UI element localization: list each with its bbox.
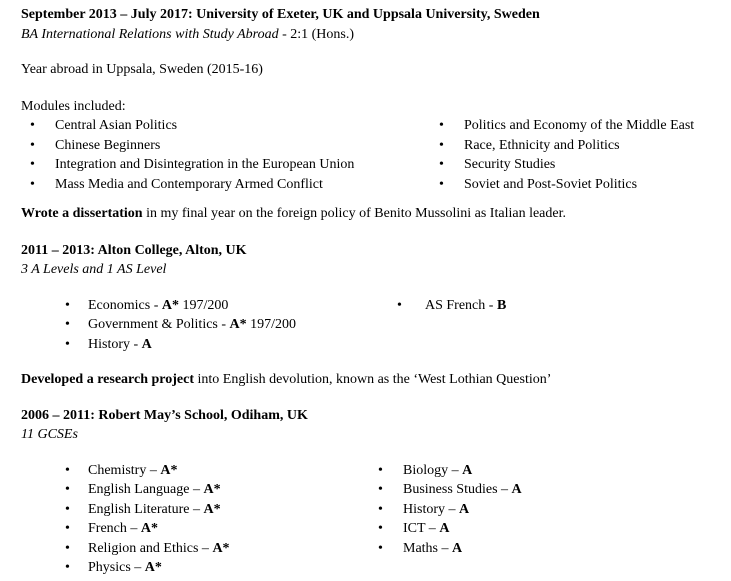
degree-result: - 2:1 (Hons.) bbox=[278, 26, 355, 42]
alevel-grades-list bbox=[21, 296, 713, 355]
grade-text bbox=[403, 500, 469, 520]
modules-label: Modules included: bbox=[21, 98, 126, 114]
grade-value: A bbox=[452, 540, 463, 556]
module-item bbox=[21, 116, 430, 136]
degree-title: BA International Relations with Study Abroad bbox=[21, 26, 279, 42]
grade-item bbox=[397, 296, 713, 316]
module-name: Race, Ethnicity and Politics bbox=[464, 137, 620, 153]
module-name: Chinese Beginners bbox=[55, 137, 161, 153]
bullet-icon bbox=[65, 539, 88, 559]
gcse-left-column bbox=[21, 461, 378, 578]
subject-name: English Literature – bbox=[88, 501, 204, 517]
bullet-icon bbox=[378, 539, 403, 559]
bullet-icon bbox=[378, 461, 403, 481]
bullet-icon bbox=[378, 480, 403, 500]
grade-value: A bbox=[511, 482, 522, 497]
grade-text bbox=[88, 539, 230, 559]
grade-item bbox=[21, 519, 378, 539]
college-heading: 2011 – 2013: Alton College, Alton, UK bbox=[21, 242, 247, 258]
module-name: Security Studies bbox=[464, 157, 556, 172]
grade-text bbox=[403, 519, 449, 539]
grade-item bbox=[21, 461, 378, 481]
grade-value: A bbox=[141, 336, 152, 352]
research-text: into English devolution, known as the ‘West Lothian Question’ bbox=[194, 372, 552, 387]
grade-item bbox=[21, 335, 397, 355]
dissertation-lead: Wrote a dissertation bbox=[21, 206, 143, 221]
university-heading: September 2013 – July 2017: University of Exeter, UK and Uppsala University, Sweden bbox=[21, 7, 540, 22]
module-name: Politics and Economy of the Middle East bbox=[464, 118, 695, 133]
grade-value: A* bbox=[144, 560, 162, 575]
bullet-icon bbox=[65, 500, 88, 520]
subject-name: Chemistry – bbox=[88, 462, 161, 478]
grade-value: A bbox=[459, 501, 470, 517]
grade-item bbox=[378, 500, 713, 520]
grade-item bbox=[21, 558, 378, 578]
subject-name: Maths – bbox=[403, 540, 452, 556]
section-school bbox=[21, 406, 713, 578]
modules-list bbox=[21, 116, 713, 194]
grade-text bbox=[88, 558, 162, 578]
bullet-icon bbox=[439, 116, 464, 136]
grade-item bbox=[378, 480, 713, 500]
grade-text bbox=[88, 500, 221, 520]
bullet-icon bbox=[65, 296, 88, 316]
bullet-icon bbox=[65, 315, 88, 335]
grade-item bbox=[21, 315, 397, 335]
grade-item bbox=[378, 539, 713, 559]
subject-name: Business Studies – bbox=[403, 482, 512, 497]
alevel-left-column bbox=[21, 296, 397, 355]
module-name: Soviet and Post-Soviet Politics bbox=[464, 176, 638, 192]
gcse-grades-list bbox=[21, 461, 713, 578]
subject-name: Biology – bbox=[403, 462, 463, 478]
module-name: Central Asian Politics bbox=[55, 118, 178, 133]
grade-value: A bbox=[462, 462, 473, 478]
bullet-icon bbox=[378, 519, 403, 539]
module-item bbox=[430, 136, 713, 156]
grade-item bbox=[21, 480, 378, 500]
grade-item bbox=[21, 500, 378, 520]
grade-value: B bbox=[496, 297, 507, 313]
bullet-icon bbox=[65, 480, 88, 500]
dissertation-line bbox=[21, 204, 713, 224]
grade-text bbox=[88, 296, 228, 316]
research-lead: Developed a research project bbox=[21, 372, 195, 387]
bullet-icon bbox=[65, 335, 88, 355]
grade-detail: 197/200 bbox=[179, 297, 229, 313]
school-qualifications: 11 GCSEs bbox=[21, 427, 78, 442]
grade-text bbox=[403, 461, 472, 481]
subject-name: AS French - bbox=[425, 297, 497, 313]
subject-name: ICT – bbox=[403, 521, 440, 536]
college-qualifications: 3 A Levels and 1 AS Level bbox=[21, 262, 167, 277]
subject-name: History - bbox=[88, 336, 142, 352]
bullet-icon bbox=[439, 136, 464, 156]
bullet-icon bbox=[30, 136, 55, 156]
grade-value: A* bbox=[160, 462, 178, 478]
grade-item bbox=[378, 519, 713, 539]
grade-value: A* bbox=[212, 540, 230, 556]
subject-name: Economics - bbox=[88, 297, 162, 313]
bullet-icon bbox=[30, 155, 55, 175]
grade-value: A* bbox=[203, 482, 221, 497]
module-item bbox=[21, 155, 430, 175]
module-name: Integration and Disintegration in the European Union bbox=[55, 157, 355, 172]
module-name: Mass Media and Contemporary Armed Conflict bbox=[55, 176, 323, 192]
modules-left-column bbox=[21, 116, 430, 194]
bullet-icon bbox=[65, 558, 88, 578]
subject-name: English Language – bbox=[88, 482, 204, 497]
school-heading: 2006 – 2011: Robert May’s School, Odiham, UK bbox=[21, 407, 308, 423]
grade-text bbox=[88, 480, 221, 500]
grade-text bbox=[88, 315, 296, 335]
grade-value: A* bbox=[161, 297, 179, 313]
grade-text bbox=[88, 519, 158, 539]
section-university bbox=[21, 5, 713, 224]
grade-text bbox=[403, 480, 522, 500]
grade-value: A* bbox=[203, 501, 221, 517]
subject-name: French – bbox=[88, 521, 141, 536]
bullet-icon bbox=[439, 155, 464, 175]
dissertation-text: in my final year on the foreign policy of Benito Mussolini as Italian leader. bbox=[142, 206, 566, 221]
research-line bbox=[21, 370, 713, 390]
subject-name: History – bbox=[403, 501, 459, 517]
grade-value: A bbox=[439, 521, 450, 536]
bullet-icon bbox=[439, 175, 464, 195]
grade-item bbox=[21, 296, 397, 316]
grade-text bbox=[425, 296, 506, 316]
module-item bbox=[21, 175, 430, 195]
subject-name: Physics – bbox=[88, 560, 145, 575]
alevel-right-column bbox=[397, 296, 713, 316]
year-abroad-line: Year abroad in Uppsala, Sweden (2015-16) bbox=[21, 62, 263, 77]
modules-right-column bbox=[430, 116, 713, 194]
gcse-right-column bbox=[378, 461, 713, 559]
grade-item bbox=[21, 539, 378, 559]
bullet-icon bbox=[378, 500, 403, 520]
bullet-icon bbox=[30, 175, 55, 195]
bullet-icon bbox=[397, 296, 425, 316]
bullet-icon bbox=[30, 116, 55, 136]
grade-item bbox=[378, 461, 713, 481]
section-college bbox=[21, 241, 713, 390]
university-degree-line bbox=[21, 25, 713, 45]
grade-text bbox=[88, 461, 177, 481]
subject-name: Government & Politics - bbox=[88, 317, 230, 332]
grade-value: A* bbox=[140, 521, 159, 536]
module-item bbox=[430, 116, 713, 136]
module-item bbox=[430, 155, 713, 175]
module-item bbox=[430, 175, 713, 195]
bullet-icon bbox=[65, 461, 88, 481]
module-item bbox=[21, 136, 430, 156]
grade-detail: 197/200 bbox=[246, 317, 297, 332]
grade-text bbox=[88, 335, 152, 355]
grade-text bbox=[403, 539, 462, 559]
subject-name: Religion and Ethics – bbox=[88, 540, 213, 556]
bullet-icon bbox=[65, 519, 88, 539]
grade-value: A* bbox=[229, 317, 247, 332]
